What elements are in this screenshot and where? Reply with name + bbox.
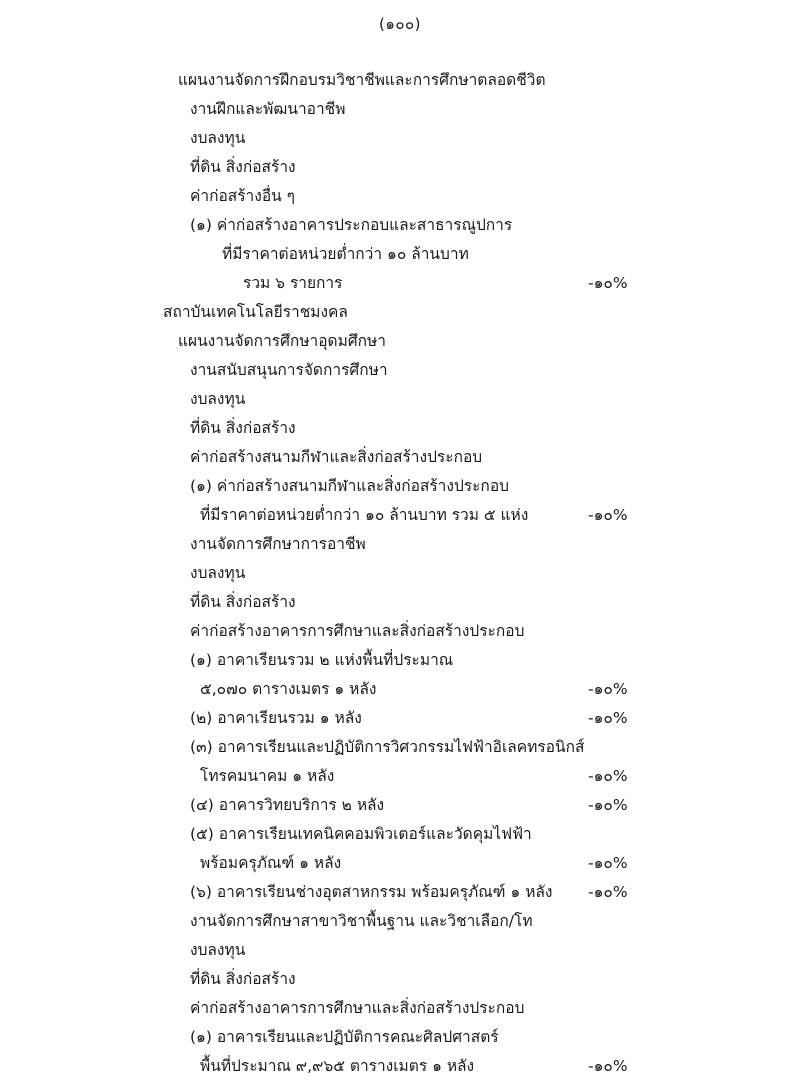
budget-line-text: งบลงทุน	[190, 129, 246, 147]
budget-line	[0, 588, 800, 617]
budget-line-text: ค่าก่อสร้างอาคารการศึกษาและสิ่งก่อสร้างประกอบ	[190, 999, 525, 1017]
budget-line	[0, 907, 800, 936]
budget-line-text: ที่ดิน สิ่งก่อสร้าง	[190, 593, 296, 611]
budget-line	[0, 791, 800, 820]
budget-line-text: งบลงทุน	[190, 390, 246, 408]
budget-line	[0, 95, 800, 124]
budget-line	[0, 1023, 800, 1052]
budget-line	[0, 443, 800, 472]
budget-line-text: ๕,๐๗๐ ตารางเมตร ๑ หลัง	[200, 680, 377, 698]
budget-line	[0, 124, 800, 153]
budget-line	[0, 240, 800, 269]
budget-line	[0, 820, 800, 849]
budget-line	[0, 965, 800, 994]
budget-line	[0, 762, 800, 791]
budget-line-text: สถาบันเทคโนโลยีราชมงคล	[163, 303, 348, 321]
budget-line-text: รวม ๖ รายการ	[243, 274, 343, 292]
budget-line	[0, 733, 800, 762]
budget-line-text: ที่ดิน สิ่งก่อสร้าง	[190, 158, 296, 176]
budget-line-text: (๑) อาคาเรียนรวม ๒ แห่งพื้นที่ประมาณ	[190, 651, 454, 669]
budget-line	[0, 617, 800, 646]
budget-line	[0, 356, 800, 385]
budget-line-text: งานจัดการศึกษาสาขาวิชาพื้นฐาน และวิชาเลือก/โท	[190, 912, 533, 930]
budget-line-text: ที่มีราคาต่อหน่วยต่ำกว่า ๑๐ ล้านบาท รวม ๕ แห่ง	[200, 506, 529, 524]
budget-line	[0, 153, 800, 182]
budget-line	[0, 327, 800, 356]
budget-line-text: พร้อมครุภัณฑ์ ๑ หลัง	[200, 854, 342, 872]
budget-line-text: (๓) อาคารเรียนและปฏิบัติการวิศวกรรมไฟฟ้าอิเลคทรอนิกส์	[190, 738, 585, 756]
budget-line	[0, 936, 800, 965]
budget-line-text: งานสนับสนุนการจัดการศึกษา	[190, 361, 388, 379]
budget-line	[0, 849, 800, 878]
budget-line	[0, 704, 800, 733]
budget-line	[0, 182, 800, 211]
budget-line-text: ที่ดิน สิ่งก่อสร้าง	[190, 970, 296, 988]
budget-line	[0, 414, 800, 443]
budget-line-text: ที่ดิน สิ่งก่อสร้าง	[190, 419, 296, 437]
budget-line	[0, 269, 800, 298]
budget-line-text: งานจัดการศึกษาการอาชีพ	[190, 535, 366, 553]
budget-line	[0, 675, 800, 704]
budget-line	[0, 1052, 800, 1081]
budget-line-amount: -๑๐%	[588, 767, 628, 785]
budget-line	[0, 994, 800, 1023]
budget-line	[0, 472, 800, 501]
budget-line-text: พื้นที่ประมาณ ๙,๙๖๕ ตารางเมตร ๑ หลัง	[200, 1057, 475, 1075]
budget-line	[0, 501, 800, 530]
page-number: (๑๐๐)	[378, 15, 422, 33]
budget-line-text: แผนงานจัดการฝึกอบรมวิชาชีพและการศึกษาตลอดชีวิต	[178, 71, 546, 89]
budget-line-text: ค่าก่อสร้างสนามกีฬาและสิ่งก่อสร้างประกอบ	[190, 448, 483, 466]
budget-line-amount: -๑๐%	[588, 709, 628, 727]
budget-line	[0, 298, 800, 327]
budget-line-text: งานฝึกและพัฒนาอาชีพ	[190, 100, 346, 118]
budget-line-text: (๖) อาคารเรียนช่างอุตสาหกรรม พร้อมครุภัณฑ์ ๑ หลัง	[190, 883, 553, 901]
budget-line	[0, 646, 800, 675]
budget-line-amount: -๑๐%	[588, 680, 628, 698]
budget-line-amount: -๑๐%	[588, 1057, 628, 1075]
budget-line-text: งบลงทุน	[190, 564, 246, 582]
budget-line	[0, 385, 800, 414]
budget-line-text: (๑) ค่าก่อสร้างสนามกีฬาและสิ่งก่อสร้างประกอบ	[190, 477, 509, 495]
budget-line-amount: -๑๐%	[588, 796, 628, 814]
budget-line-text: (๒) อาคาเรียนรวม ๑ หลัง	[190, 709, 362, 727]
budget-line-amount: -๑๐%	[588, 854, 628, 872]
budget-line-text: (๑) ค่าก่อสร้างอาคารประกอบและสาธารณูปการ	[190, 216, 513, 234]
budget-line-list	[0, 66, 800, 1081]
budget-line-text: ที่มีราคาต่อหน่วยต่ำกว่า ๑๐ ล้านบาท	[222, 245, 469, 263]
budget-line-text: (๑) อาคารเรียนและปฏิบัติการคณะศิลปศาสตร์	[190, 1028, 499, 1046]
budget-line-amount: -๑๐%	[588, 274, 628, 292]
budget-line	[0, 559, 800, 588]
budget-line-text: (๔) อาคารวิทยบริการ ๒ หลัง	[190, 796, 385, 814]
budget-line-text: โทรคมนาคม ๑ หลัง	[200, 767, 335, 785]
budget-line-text: ค่าก่อสร้างอื่น ๆ	[190, 187, 295, 205]
budget-line	[0, 878, 800, 907]
budget-line-amount: -๑๐%	[588, 883, 628, 901]
budget-line	[0, 66, 800, 95]
budget-line-text: แผนงานจัดการศึกษาอุดมศึกษา	[178, 332, 386, 350]
budget-line-text: งบลงทุน	[190, 941, 246, 959]
budget-line	[0, 211, 800, 240]
budget-line-amount: -๑๐%	[588, 506, 628, 524]
budget-line-text: (๕) อาคารเรียนเทคนิคคอมพิวเตอร์และวัดคุมไฟฟ้า	[190, 825, 532, 843]
budget-line	[0, 530, 800, 559]
budget-line-text: ค่าก่อสร้างอาคารการศึกษาและสิ่งก่อสร้างประกอบ	[190, 622, 525, 640]
